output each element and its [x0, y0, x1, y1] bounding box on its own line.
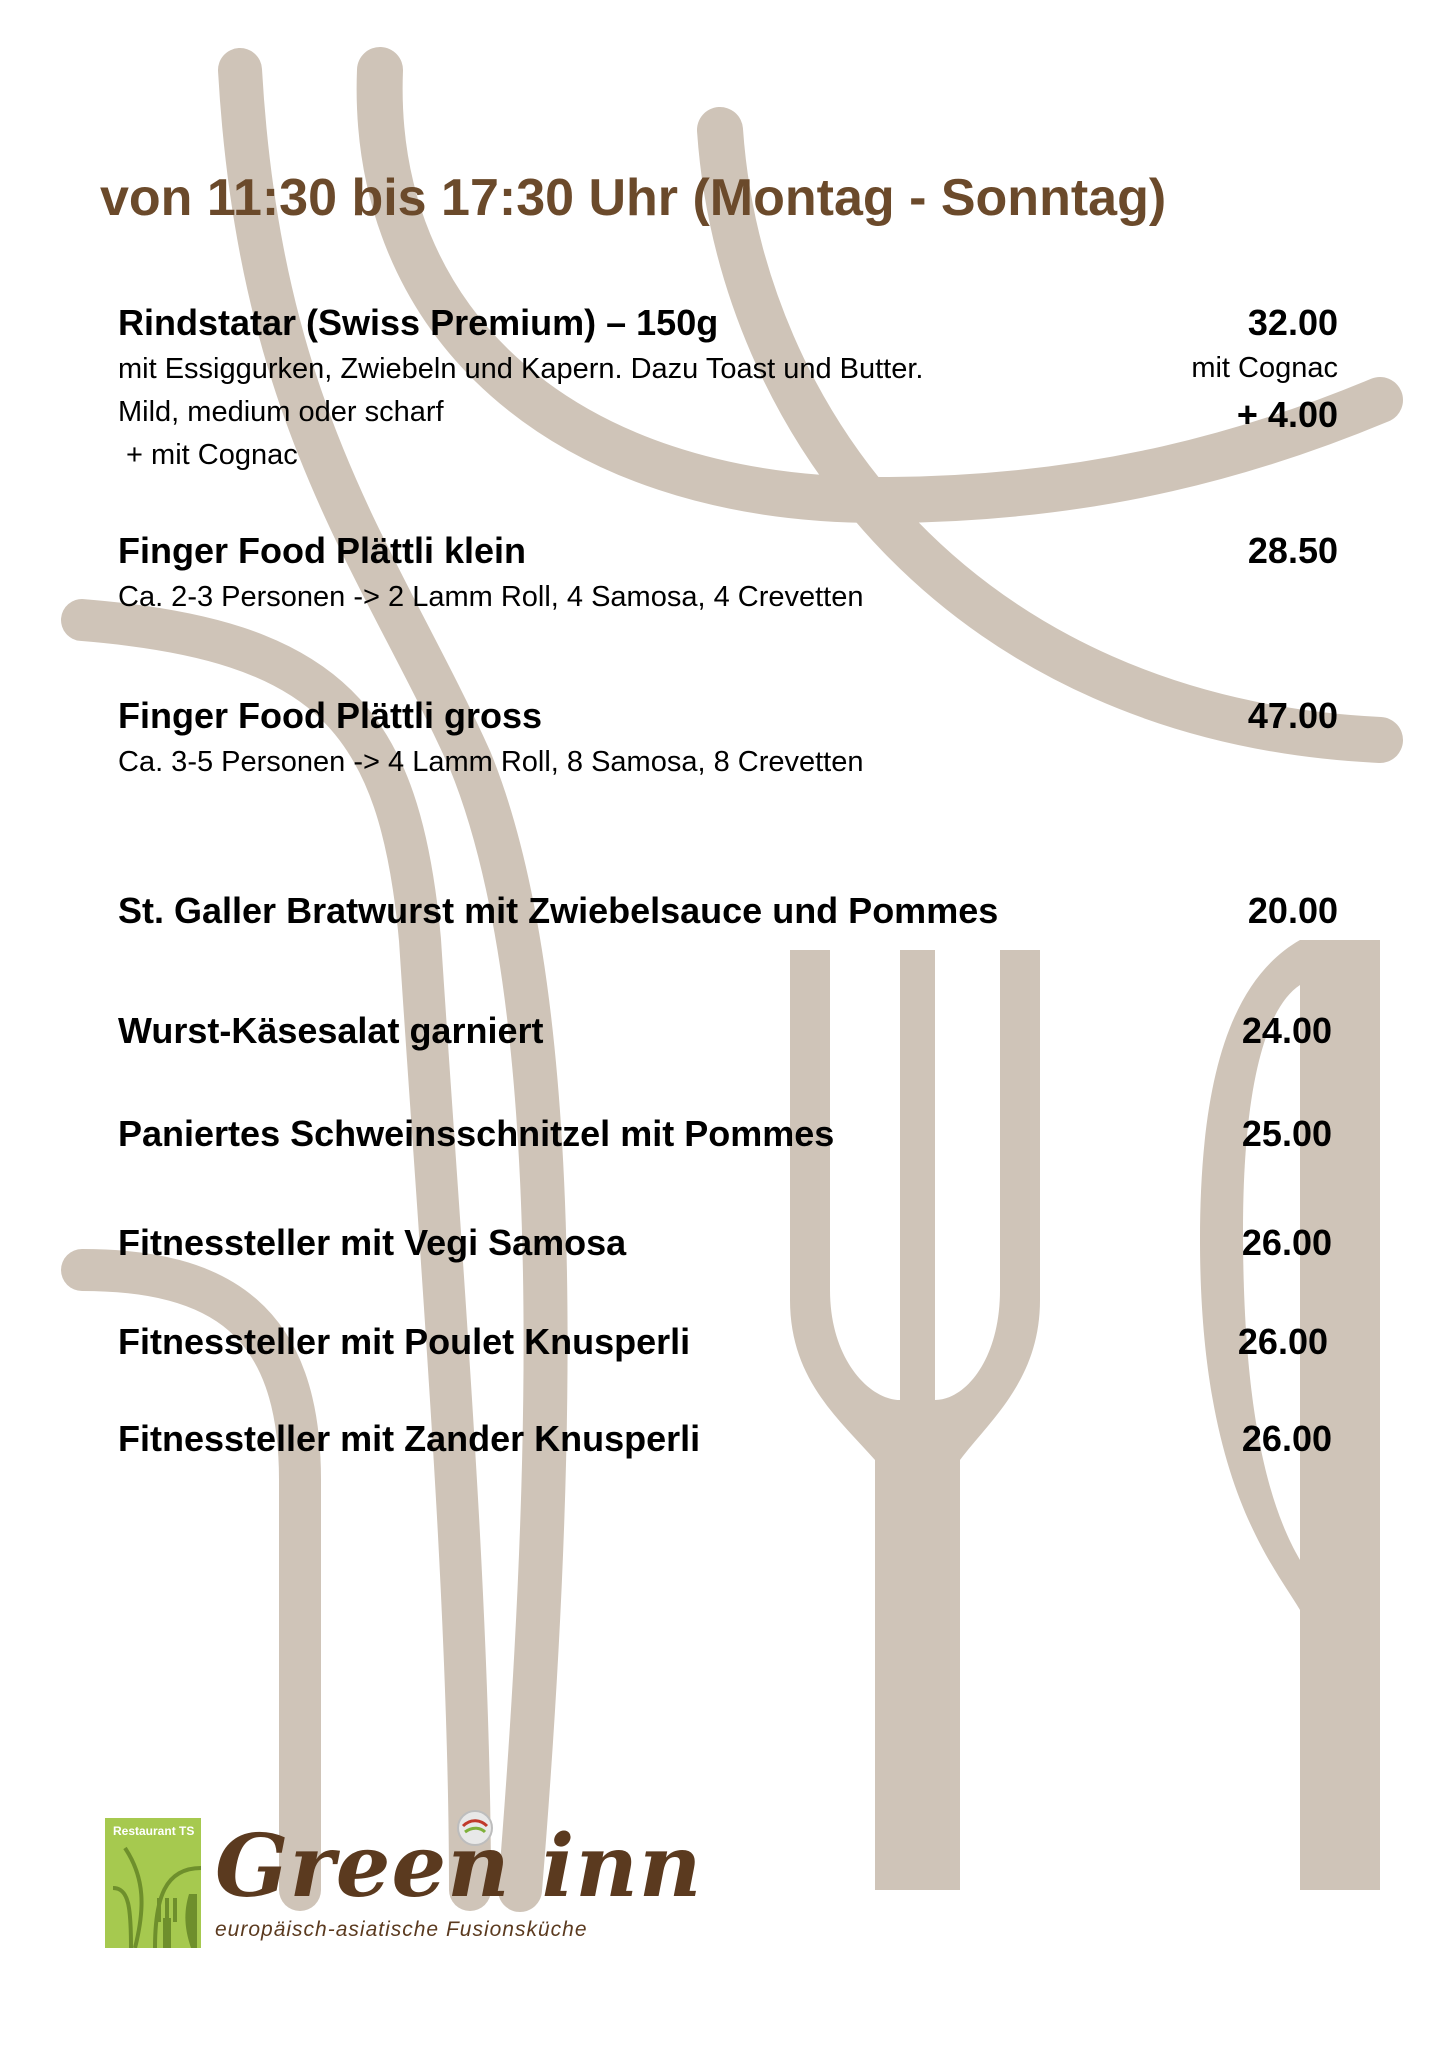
menu-item-fitness-zander — [118, 1418, 1332, 1464]
item-name: Paniertes Schweinsschnitzel mit Pommes — [118, 1113, 835, 1154]
item-price: 25.00 — [1241, 1113, 1332, 1154]
item-price: 47.00 — [1247, 695, 1338, 736]
item-name: Finger Food Plättli gross — [118, 695, 543, 736]
item-name: Fitnessteller mit Zander Knusperli — [118, 1418, 701, 1459]
item-name: Finger Food Plättli klein — [118, 530, 527, 571]
extra-price: + 4.00 — [1236, 394, 1338, 435]
item-name: Fitnessteller mit Poulet Knusperli — [118, 1321, 691, 1362]
logo-badge-text: Restaurant TS — [113, 1824, 195, 1838]
opening-hours-headline: von 11:30 bis 17:30 Uhr (Montag - Sonntag) — [100, 169, 1167, 227]
menu-item-finger-food-klein — [118, 530, 1338, 619]
logo-wordmark: Green inn — [215, 1816, 703, 1917]
extra-label: mit Cognac — [1191, 352, 1338, 384]
green-inn-logo — [105, 1808, 703, 1948]
item-name: Rindstatar (Swiss Premium) – 150g — [118, 302, 719, 343]
item-description: + mit Cognac — [118, 439, 298, 471]
menu-item-rindstatar — [118, 302, 1338, 477]
item-price: 24.00 — [1241, 1010, 1332, 1051]
menu-item-bratwurst — [118, 890, 1338, 936]
item-name: Fitnessteller mit Vegi Samosa — [118, 1222, 627, 1263]
menu-item-finger-food-gross — [118, 695, 1338, 784]
item-description: mit Essiggurken, Zwiebeln und Kapern. Dazu Toast und Butter. — [118, 353, 924, 385]
item-description: Mild, medium oder scharf — [118, 396, 444, 428]
item-description: Ca. 2-3 Personen -> 2 Lamm Roll, 4 Samosa, 4 Crevetten — [118, 581, 864, 613]
item-name: Wurst-Käsesalat garniert — [118, 1010, 544, 1051]
item-price: 26.00 — [1241, 1418, 1332, 1459]
item-price: 26.00 — [1241, 1222, 1332, 1263]
menu-item-fitness-samosa — [118, 1222, 1332, 1268]
logo-tagline: europäisch-asiatische Fusionsküche — [215, 1918, 588, 1941]
item-name: St. Galler Bratwurst mit Zwiebelsauce und Pommes — [118, 890, 999, 931]
item-price: 32.00 — [1247, 302, 1338, 343]
menu-item-kaesesalat — [118, 1010, 1332, 1056]
item-description: Ca. 3-5 Personen -> 4 Lamm Roll, 8 Samosa, 8 Crevetten — [118, 746, 864, 778]
menu-item-fitness-poulet — [118, 1321, 1328, 1367]
menu-item-schnitzel — [118, 1113, 1332, 1159]
item-price: 20.00 — [1247, 890, 1338, 931]
item-price: 26.00 — [1237, 1321, 1328, 1362]
item-price: 28.50 — [1247, 530, 1338, 571]
